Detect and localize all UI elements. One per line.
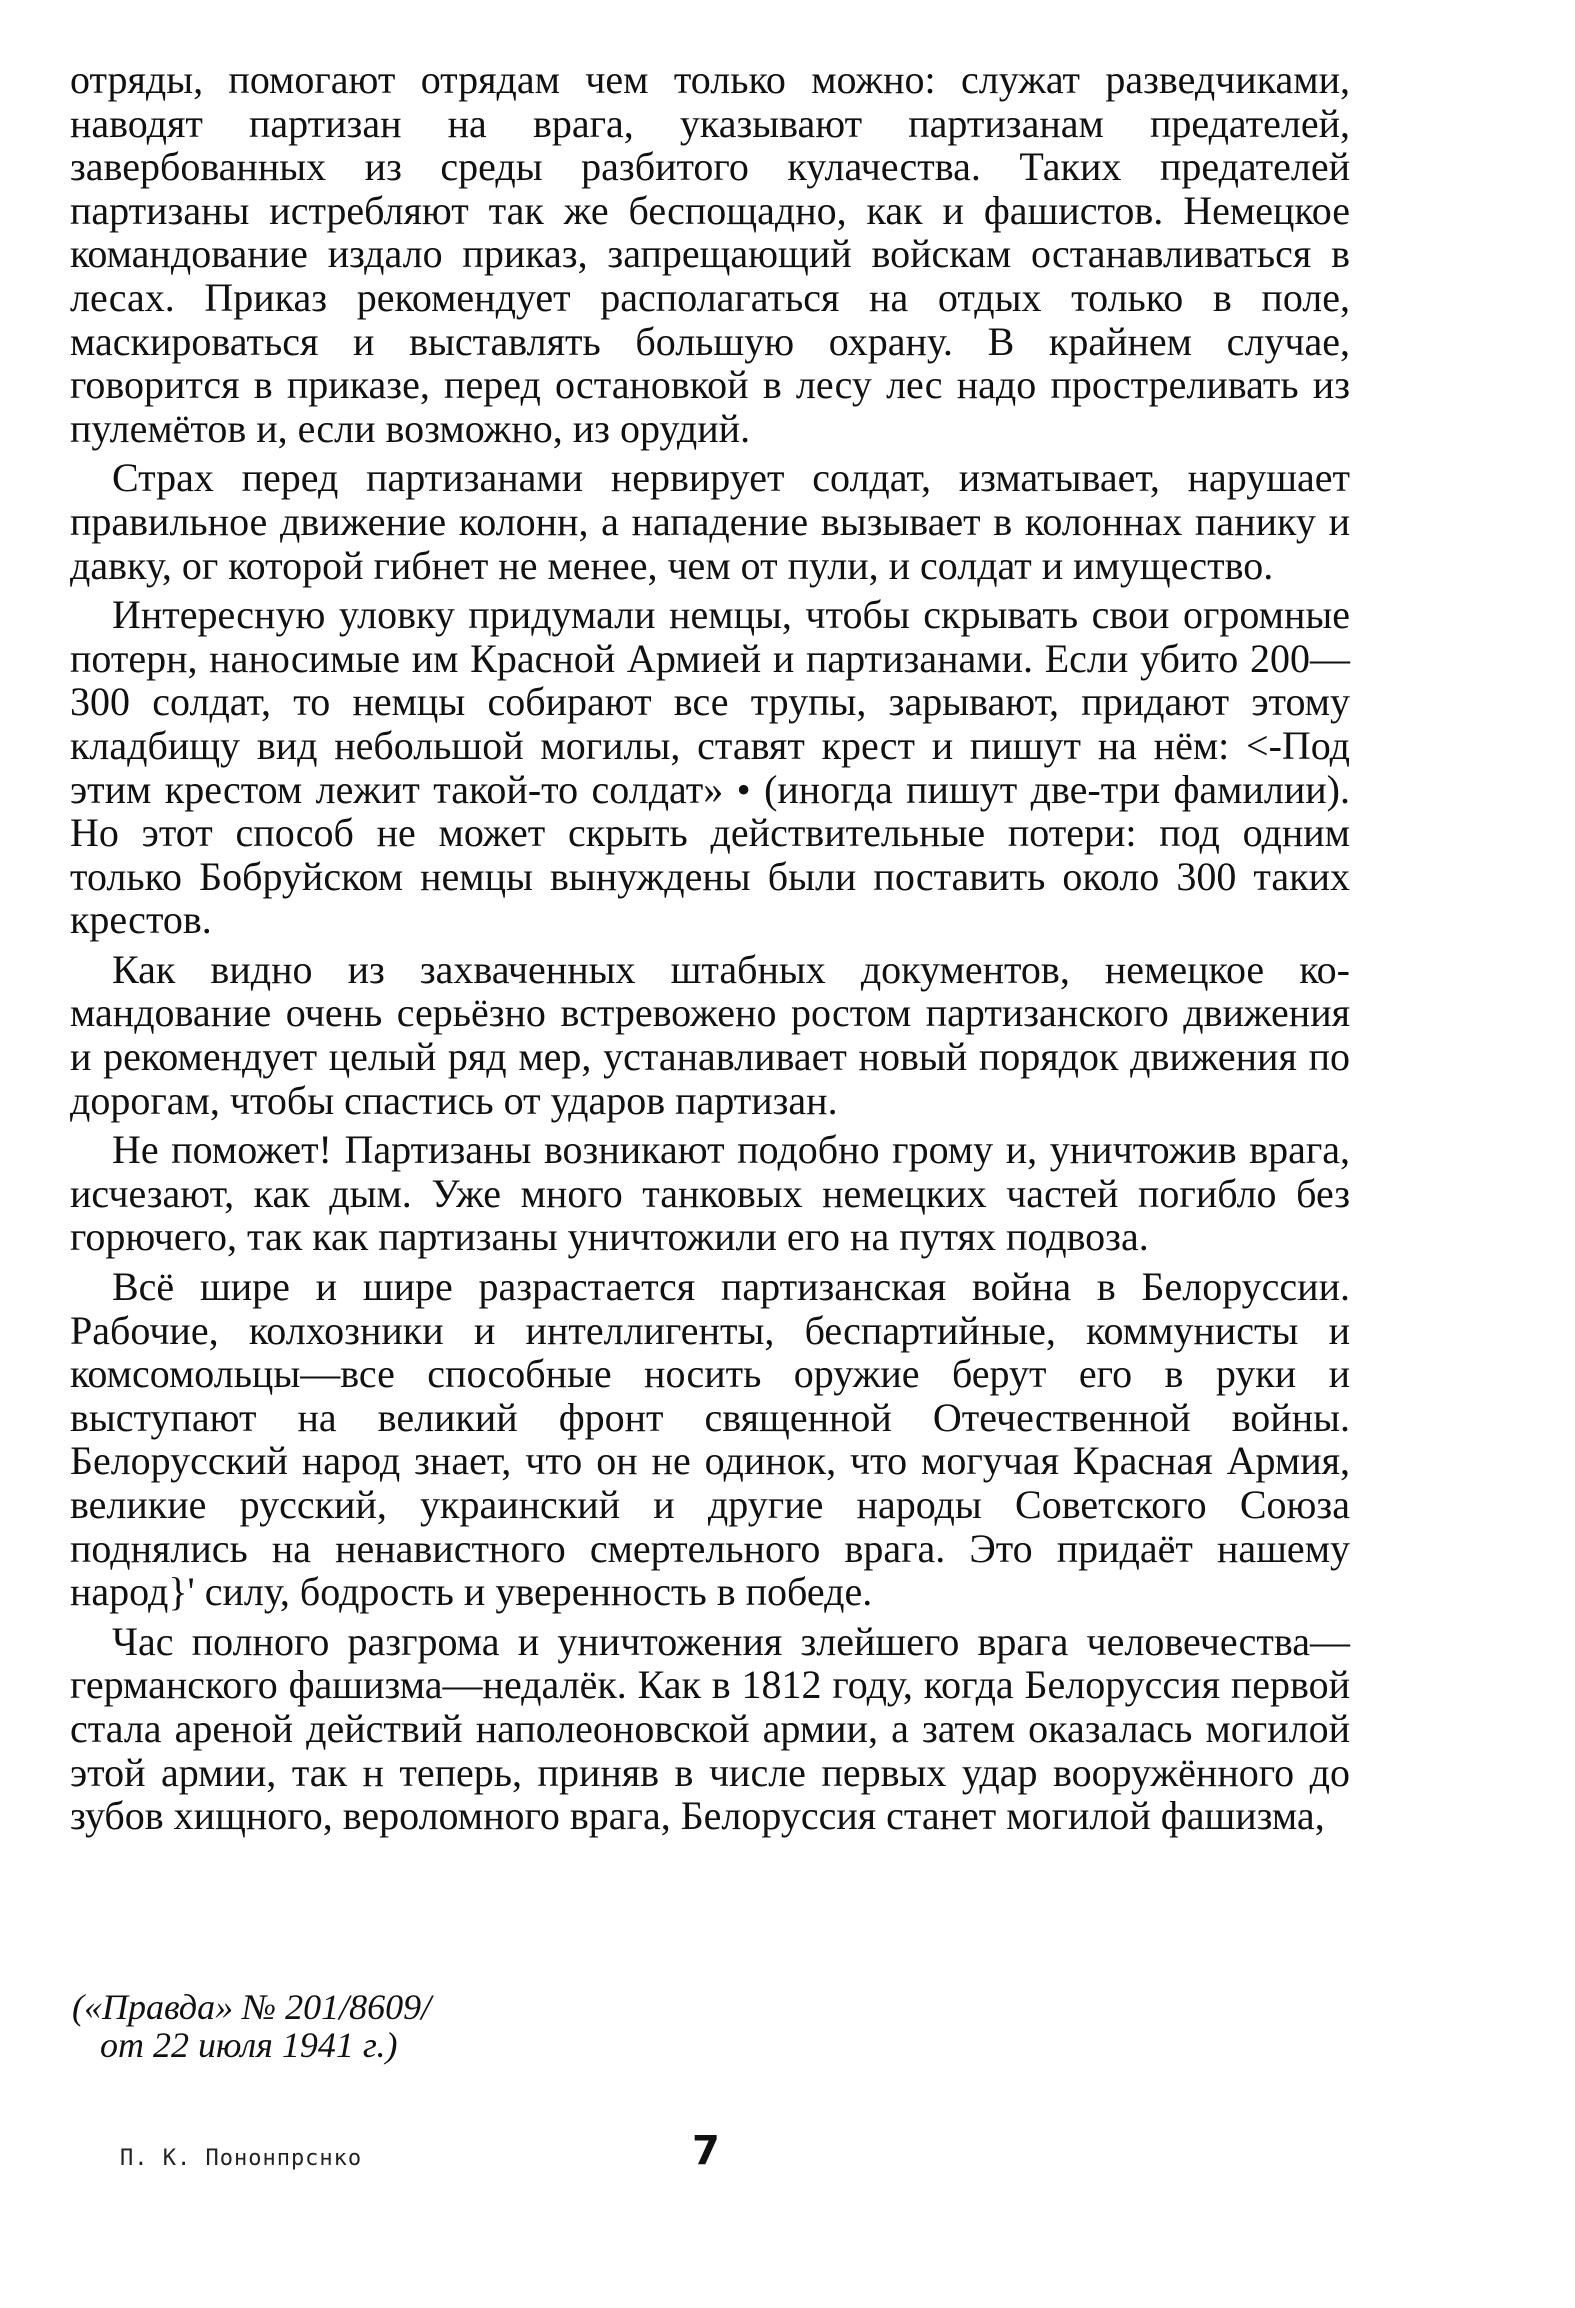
paragraph-1: отряды, помогают отрядам чем только можно: служат разведчиками, наводят партизан на врага, указывают партизанам предателей, завербованных из среды разбитого кулачества. Таких предателей партизаны истребляют так же беспощадно, как и фашистов. Немецкое командование издало приказ, запрещающий войскам останавливаться в лесах. Приказ рекомендует располагаться на отдых только в поле, маскироваться и выставлять большую охрану. В крайнем случае, говорится в приказе, перед остановкой в лесу лес надо простреливать из пулемётов и, если возможно, из орудий.	[70, 57, 1350, 451]
page-number: 7	[692, 2128, 720, 2174]
citation-line-2: от 22 июля 1941 г.)	[100, 2025, 398, 2065]
paragraph-3: Интересную уловку придумали немцы, чтобы скрывать свои огромные потерн, наносимые им Красной Армией и партизанами. Если убито 200—300 солдат, то немцы собирают все трупы, зарывают, придают этому кладбищу вид небольшой могилы, ставят крест и пишут на нём: <-Под этим крестом лежит такой-то солдат» • (иногда пишут две-три фамилии). Но этот способ не может скрыть действительные потери: под одним только Бобруйском немцы вынуждены были поставить около 300 таких крестов.	[70, 592, 1350, 943]
article-body	[70, 58, 1350, 1844]
footer-source: П. К. Пононпрснко	[120, 2146, 363, 2171]
paragraph-7: Час полного разгрома и уничтожения злейшего врага человечества—германского фашизма—недалёк. Как в 1812 году, когда Белоруссия первой стала ареной действий наполеоновской армии, а затем оказалась могилой этой армии, так н теперь, приняв в числе первых удар вооружённого до зубов хищного, вероломного врага, Белоруссия станет могилой фашизма,	[70, 1618, 1350, 1839]
paragraph-4: Как видно из захваченных штабных документов, немецкое командование очень серьёзно встревожено ростом партизанского движения и рекомендует целый ряд мер, устанавливает новый порядок движения по дорогам, чтобы спастись от ударов партизан.	[70, 946, 1350, 1123]
paragraph-2: Страх перед партизанами нервирует солдат, изматывает, нарушает правильное движение колонн, а нападение вызывает в колоннах панику и давку, ог которой гибнет не менее, чем от пули, и солдат и имущество.	[70, 455, 1350, 588]
citation-line-1: («Правда» № 201/8609/	[72, 1987, 432, 2027]
source-citation	[72, 1988, 431, 2064]
paragraph-5: Не поможет! Партизаны возникают подобно грому и, уничтожив врага, исчезают, как дым. Уже много танковых немецких частей погибло без горючего, так как партизаны уничтожили его на путях подвоза.	[70, 1127, 1350, 1260]
paragraph-6: Всё шире и шире разрастается партизанская война в Белоруссии. Рабочие, колхозники и интеллигенты, беспартийные, коммунисты и комсомольцы—все способные носить оружие берут его в руки и выступают на великий фронт священной Отечественной войны. Белорусский народ знает, что он не одинок, что могучая Красная Армия, великие русский, украинский и другие народы Советского Союза поднялись на ненавистного смертельного врага. Это придаёт нашему народ}' силу, бодрость и уверенность в победе.	[70, 1264, 1350, 1615]
